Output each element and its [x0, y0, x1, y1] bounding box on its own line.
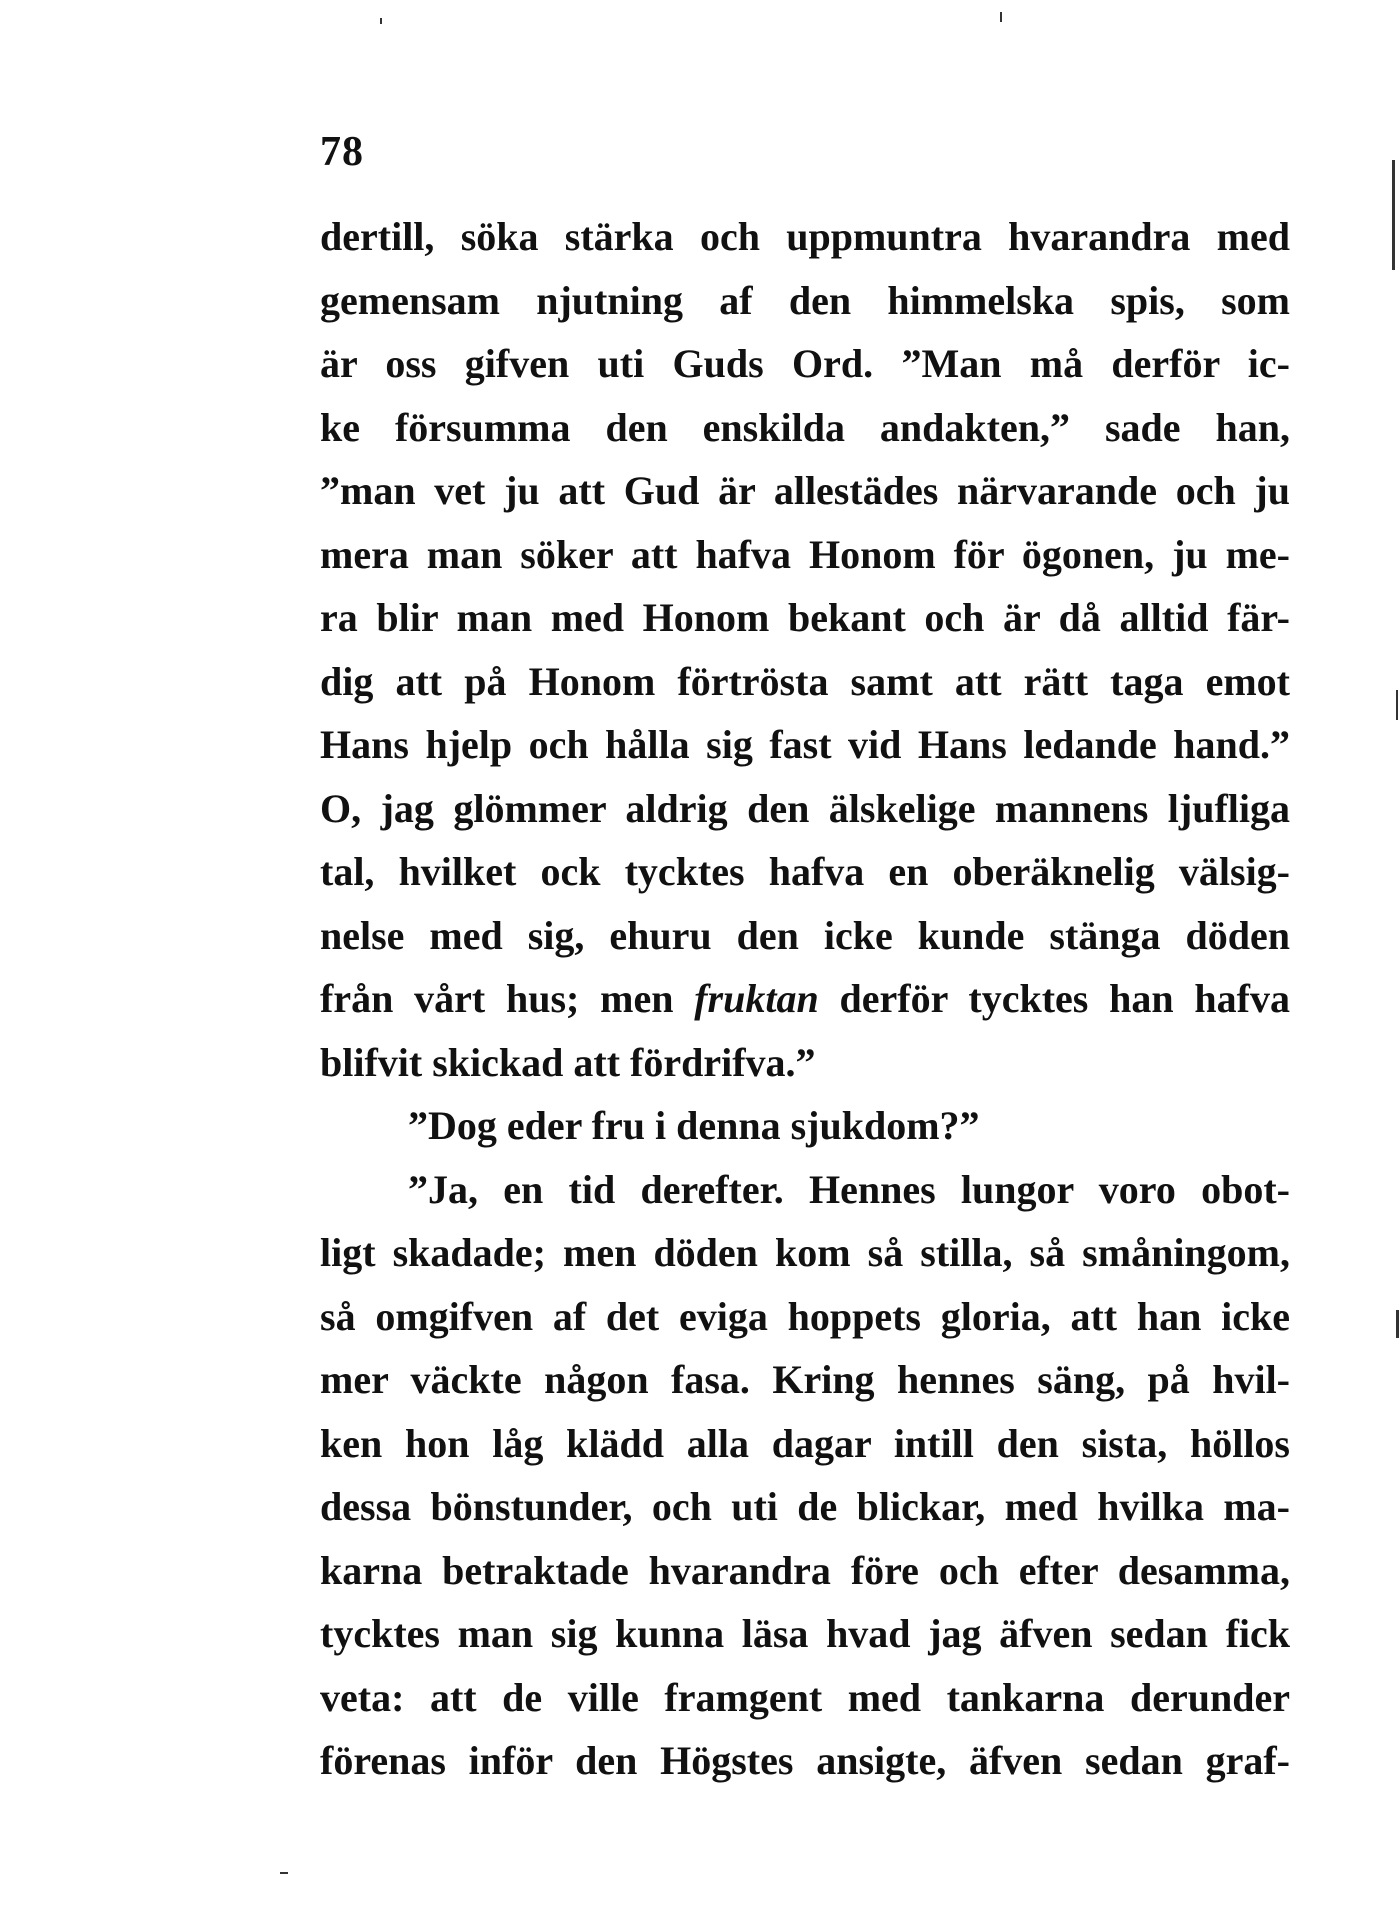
text-line: ken hon låg klädd alla dagar intill den sista, höllos [320, 1420, 1290, 1466]
text-line: O, jag glömmer aldrig den älskelige mannens ljufliga [320, 785, 1290, 831]
text-line: dertill, söka stärka och uppmuntra hvarandra med [320, 214, 1290, 259]
text-line: ra blir man med Honom bekant och är då alltid fär- [320, 595, 1290, 640]
text-line: gemensam njutning af den himmelska spis, som [320, 277, 1290, 323]
text-segment: från vårt hus; men [320, 976, 695, 1021]
body-text [320, 205, 1290, 1793]
text-line: ligt skadade; men döden kom så stilla, så småningom, [320, 1230, 1290, 1275]
text-line: är oss gifven uti Guds Ord. ”Man må derför ic- [320, 341, 1290, 386]
text-line: tal, hvilket ock tycktes hafva en oberäknelig välsig- [320, 849, 1290, 894]
text-line: dessa bönstunder, och uti de blickar, med hvilka ma- [320, 1484, 1290, 1529]
text-segment: derför tycktes han hafva [818, 976, 1290, 1021]
text-line [320, 967, 1290, 1031]
text-line: mera man söker att hafva Honom för ögonen, ju me- [320, 531, 1290, 577]
scan-mark [1396, 1310, 1399, 1338]
text-line: blifvit skickad att fördrifva.” [320, 1039, 816, 1085]
emphasized-word: fruktan [694, 976, 819, 1021]
scan-mark [1392, 160, 1395, 270]
text-line: veta: att de ville framgent med tankarna derunder [320, 1674, 1290, 1720]
scan-mark [380, 18, 382, 24]
text-line: så omgifven af det eviga hoppets gloria, att han icke [320, 1293, 1290, 1339]
scan-mark [1000, 12, 1002, 22]
text-line: ke försumma den enskilda andakten,” sade han, [320, 404, 1290, 450]
text-line: Hans hjelp och hålla sig fast vid Hans ledande hand.” [320, 722, 1290, 767]
scan-mark [1396, 690, 1398, 720]
text-line: förenas inför den Högstes ansigte, äfven sedan graf- [320, 1738, 1290, 1783]
text-line: mer väckte någon fasa. Kring hennes säng, på hvil- [320, 1357, 1290, 1402]
text-line: karna betraktade hvarandra före och efter desamma, [320, 1547, 1290, 1593]
text-line: ”Ja, en tid derefter. Hennes lungor voro obot- [408, 1166, 1290, 1212]
text-line: nelse med sig, ehuru den icke kunde stänga döden [320, 912, 1290, 958]
text-line: ”man vet ju att Gud är allestädes närvarande och ju [320, 468, 1290, 513]
text-line: ”Dog eder fru i denna sjukdom?” [408, 1103, 980, 1148]
page-number: 78 [320, 129, 364, 175]
scan-mark [280, 1872, 288, 1874]
text-line: tycktes man sig kunna läsa hvad jag äfven sedan fick [320, 1611, 1290, 1656]
text-line: dig att på Honom förtrösta samt att rätt taga emot [320, 658, 1290, 704]
